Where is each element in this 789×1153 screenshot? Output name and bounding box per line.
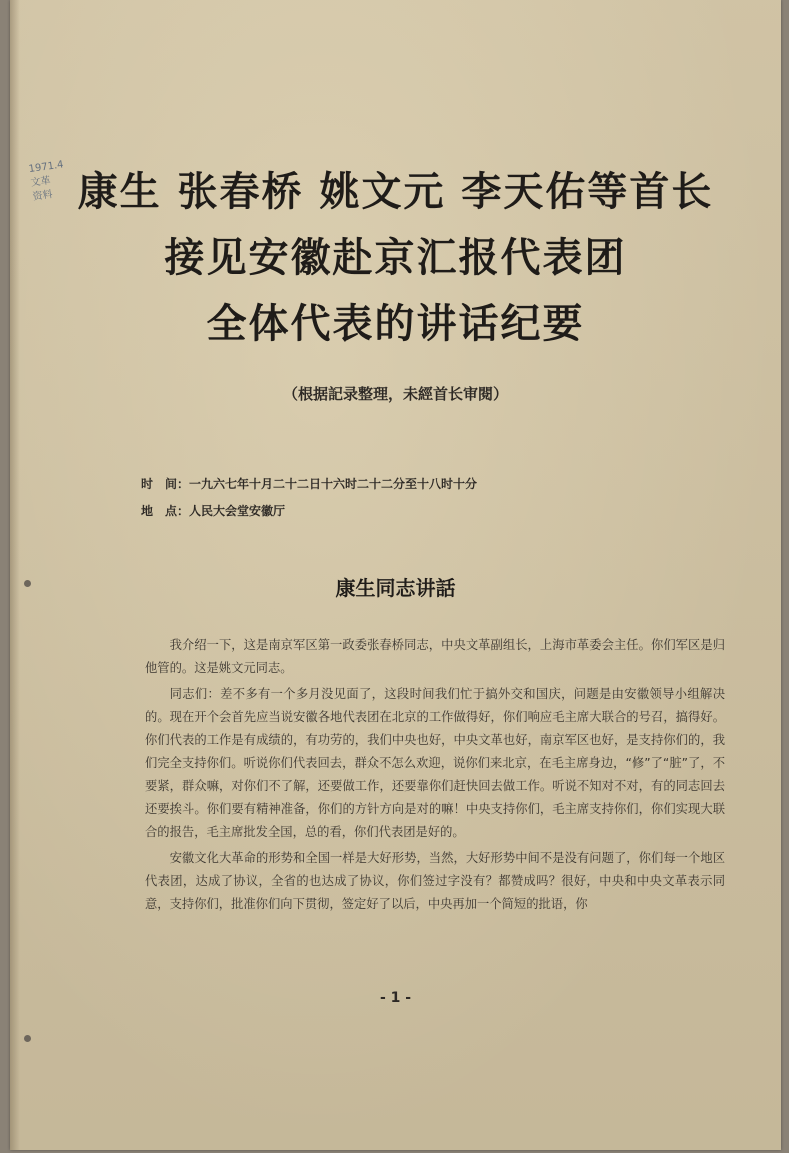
title-line-2: 接见安徽赴京汇报代表团 — [164, 235, 627, 281]
meta-time — [141, 475, 477, 492]
body-text — [145, 634, 725, 919]
handwritten-margin-note: 1971.4 文革 资料 — [28, 159, 65, 203]
binding-hole — [24, 1035, 31, 1042]
meta-place — [141, 502, 285, 519]
section-heading: 康生同志讲話 — [335, 576, 456, 600]
page-number: - 1 - — [379, 990, 412, 1006]
paragraph: 安徽文化大革命的形势和全国一样是大好形势，当然，大好形势中间不是没有问题了，你们每一个地区代表团，达成了协议，全省的也达成了协议，你们签过字没有？都赞成吗？很好，中央和中央文革表示同意，支持你们，批准你们向下贯彻，签定好了以后，中央再加一个简短的批语，你 — [145, 851, 725, 911]
title-line-3: 全体代表的讲话纪要 — [206, 301, 585, 347]
meta-place-label: 地 点： — [141, 504, 190, 518]
subtitle: （根据記录整理，未經首长审閱） — [282, 385, 508, 403]
paragraph: 我介绍一下，这是南京军区第一政委张春桥同志，中央文革副组长，上海市革委会主任。你们军区是归他管的。这是姚文元同志。 — [145, 638, 725, 675]
meta-time-value: 一九六七年十月二十二日十六时二十二分至十八时十分 — [189, 477, 478, 491]
meta-place-value: 人民大会堂安徽厅 — [189, 504, 286, 518]
title-line-1: 康生 张春桥 姚文元 李天佑等首长 — [77, 169, 714, 215]
paragraph: 同志们：差不多有一个多月没见面了，这段时间我们忙于搞外交和国庆，问题是由安徽领导小组解决的。现在开个会首先应当说安徽各地代表团在北京的工作做得好，你们响应毛主席大联合的号召，搞得好。你们代表的工作是有成绩的，有功劳的，我们中央也好，中央文革也好，南京军区也好，是支持你们的，我们完全支持你们。听说你们代表回去，群众不怎么欢迎，说你们来北京，在毛主席身边，“修”了“脏”了，不要紧，群众嘛，对你们不了解，还要做工作，还要靠你们赶快回去做工作。听说不知对不对，有的同志回去还要挨斗。你们要有精神准备，你们的方针方向是对的嘛！中央支持你们，毛主席支持你们，你们实现大联合的报告，毛主席批发全国，总的看，你们代表团是好的。 — [145, 687, 725, 839]
document-page — [10, 0, 781, 1150]
meta-time-label: 时 间： — [141, 477, 190, 491]
